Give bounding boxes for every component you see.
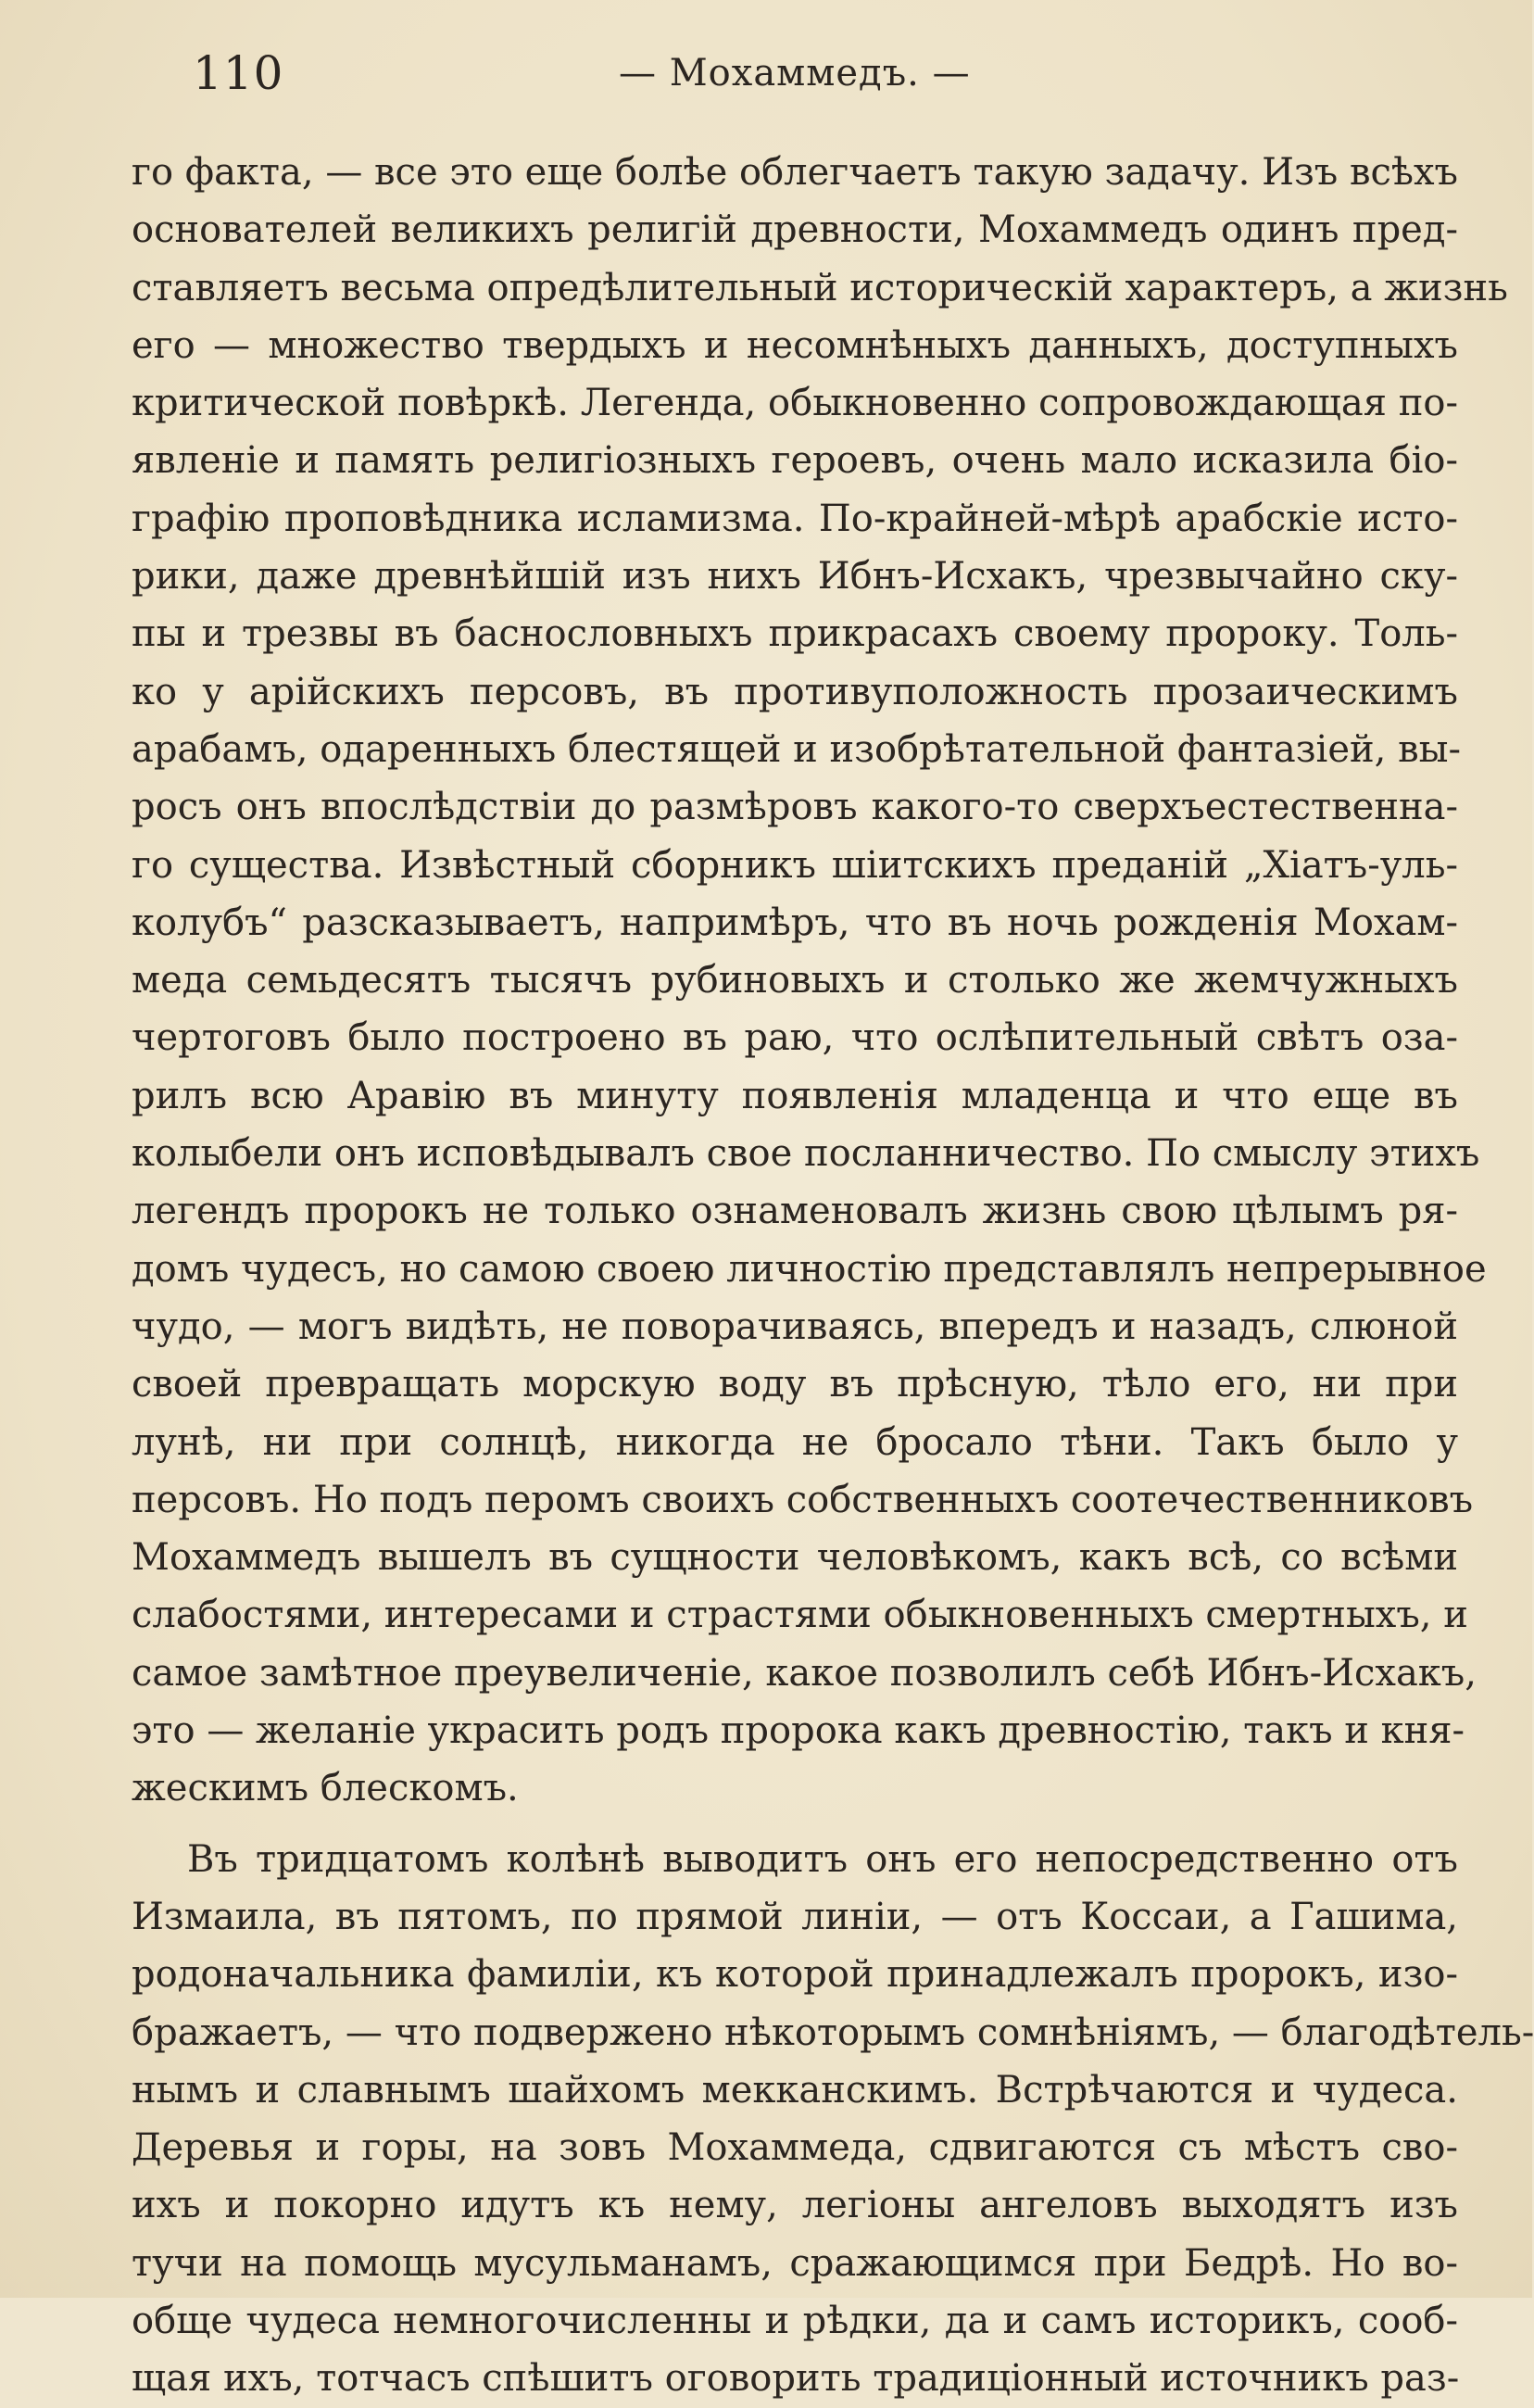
text-line: ставляетъ весьма опредѣлительный историческій характеръ, а жизнь <box>132 266 1508 309</box>
text-line: тучи на помощь мусульманамъ, сражающимся при Бедрѣ. Но во- <box>132 2241 1458 2285</box>
page-header <box>193 41 1397 106</box>
text-line: бражаетъ, — что подвержено нѣкоторымъ сомнѣніямъ, — благодѣтель- <box>132 2011 1534 2054</box>
text-line: колыбели онъ исповѣдывалъ свое посланничество. По смыслу этихъ <box>132 1132 1480 1176</box>
paragraph-2 <box>132 1831 1534 2408</box>
text-line: своей превращать морскую воду въ прѣсную, тѣло его, ни при <box>132 1363 1458 1406</box>
text-line: это — желаніе украсить родъ пророка какъ древностію, такъ и кня- <box>132 1709 1465 1753</box>
text-line: домъ чудесъ, но самою своею личностію представлялъ непрерывное <box>132 1247 1487 1291</box>
text-line: колубъ“ разсказываетъ, напримѣръ, что въ ночь рожденія Мохам- <box>132 901 1458 944</box>
running-title: — Мохаммедъ. — <box>619 52 971 95</box>
page-number: 110 <box>193 46 284 100</box>
text-line: росъ онъ впослѣдствіи до размѣровъ какого-то сверхъестественна- <box>132 786 1458 829</box>
text-line: самое замѣтное преувеличеніе, какое позволилъ себѣ Ибнъ-Исхакъ, <box>132 1651 1477 1695</box>
text-line: ихъ и покорно идутъ къ нему, легіоны ангеловъ выходятъ изъ <box>132 2184 1458 2227</box>
text-line: слабостями, интересами и страстями обыкновенныхъ смертныхъ, и <box>132 1594 1468 1637</box>
paragraph-1 <box>132 144 1508 1818</box>
text-line: го факта, — все это еще болѣе облегчаетъ такую задачу. Изъ всѣхъ <box>132 151 1458 194</box>
text-line: чудо, — могъ видѣть, не поворачиваясь, впередъ и назадъ, слюной <box>132 1305 1458 1348</box>
text-line: ко у арійскихъ персовъ, въ противуположность прозаическимъ <box>132 670 1458 713</box>
body-text <box>132 144 1534 2408</box>
text-line: щая ихъ, тотчасъ спѣшитъ оговорить традиціонный источникъ раз- <box>132 2357 1460 2401</box>
text-line: родоначальника фамиліи, къ которой принадлежалъ пророкъ, изо- <box>132 1953 1458 1997</box>
text-line: персовъ. Но подъ перомъ своихъ собственныхъ соотечественниковъ <box>132 1478 1474 1521</box>
text-line: нымъ и славнымъ шайхомъ мекканскимъ. Встрѣчаются и чудеса. <box>132 2068 1458 2112</box>
paragraph-gap <box>132 1818 1458 1831</box>
text-line: пы и трезвы въ баснословныхъ прикрасахъ своему пророку. Толь- <box>132 612 1458 656</box>
text-line: явленіе и память религіозныхъ героевъ, очень мало исказила біо- <box>132 439 1458 483</box>
text-line: рики, даже древнѣйшій изъ нихъ Ибнъ-Исхакъ, чрезвычайно ску- <box>132 555 1458 599</box>
text-line: его — множество твердыхъ и несомнѣныхъ данныхъ, доступныхъ <box>132 323 1458 367</box>
text-line: рилъ всю Аравію въ минуту появленія младенца и что еще въ <box>132 1074 1458 1117</box>
text-line: легендъ пророкъ не только ознаменовалъ жизнь свою цѣлымъ ря- <box>132 1190 1458 1233</box>
text-line: Измаила, въ пятомъ, по прямой линіи, — отъ Коссаи, а Гашима, <box>132 1895 1458 1938</box>
text-line: основателей великихъ религій древности, Мохаммедъ одинъ пред- <box>132 208 1458 252</box>
text-line: критической повѣркѣ. Легенда, обыкновенно сопровождающая по- <box>132 382 1458 425</box>
text-line: Деревья и горы, на зовъ Мохаммеда, сдвигаются съ мѣстъ сво- <box>132 2126 1458 2170</box>
text-line: меда семьдесятъ тысячъ рубиновыхъ и столько же жемчужныхъ <box>132 959 1458 1002</box>
text-line: го существа. Извѣстный сборникъ шіитскихъ преданій „Хіатъ-уль- <box>132 843 1458 887</box>
text-line: Въ тридцатомъ колѣнѣ выводитъ онъ его непосредственно отъ <box>187 1837 1458 1881</box>
text-line: обще чудеса немногочисленны и рѣдки, да и самъ историкъ, сооб- <box>132 2299 1458 2342</box>
text-line: графію проповѣдника исламизма. По-крайней-мѣрѣ арабскіе исто- <box>132 497 1458 540</box>
text-line: жескимъ блескомъ. <box>132 1767 519 1810</box>
text-line: Мохаммедъ вышелъ въ сущности человѣкомъ, какъ всѣ, со всѣми <box>132 1536 1458 1580</box>
text-line: чертоговъ было построено въ раю, что ослѣпительный свѣтъ оза- <box>132 1016 1458 1060</box>
text-line: лунѣ, ни при солнцѣ, никогда не бросало тѣни. Такъ было у <box>132 1420 1458 1464</box>
text-line: арабамъ, одаренныхъ блестящей и изобрѣтательной фантазіей, вы- <box>132 727 1461 771</box>
